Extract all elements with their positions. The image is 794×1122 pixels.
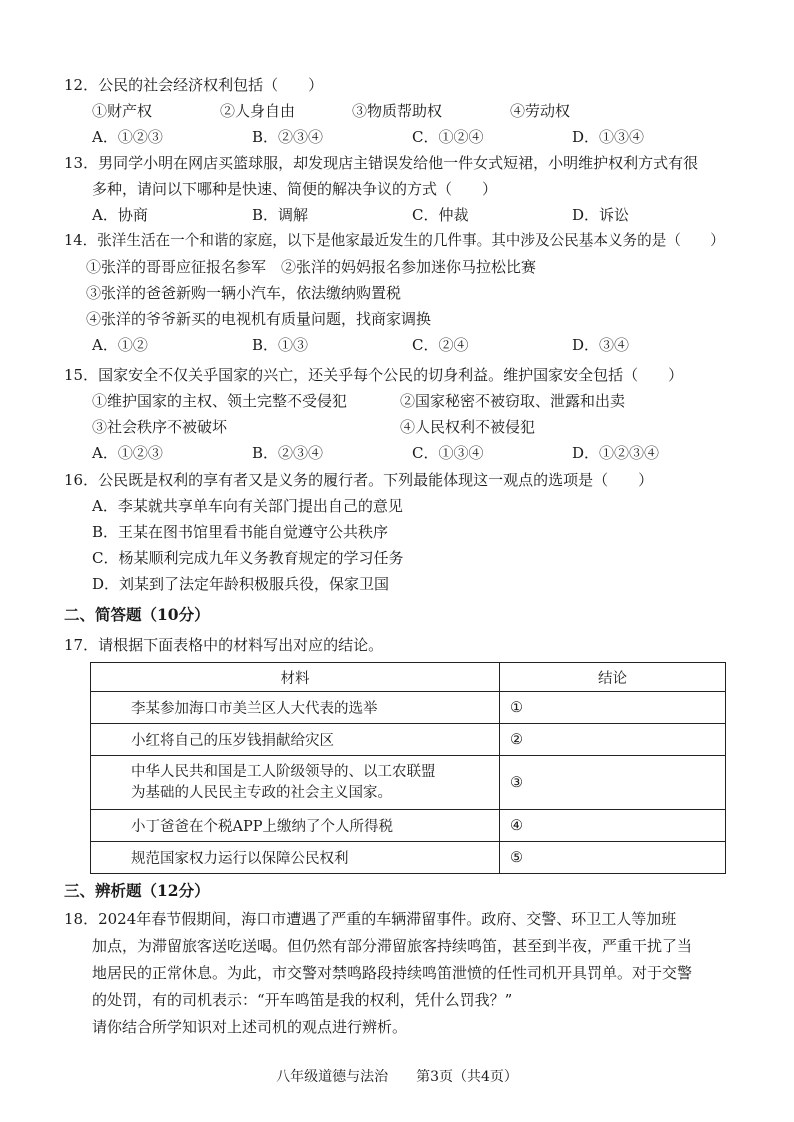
- material-cell: 李某参加海口市美兰区人大代表的选举: [91, 692, 500, 724]
- question-stem: 14．张洋生活在一个和谐的家庭，以下是他家最近发生的几件事。其中涉及公民基本义务的是（ ）: [64, 232, 725, 249]
- item: ②人身自由: [220, 102, 296, 120]
- question-text-line: 请你结合所学知识对上述司机的观点进行辨析。: [92, 1018, 408, 1036]
- conclusion-cell[interactable]: ⑤: [500, 842, 726, 874]
- answer-options: [64, 202, 734, 228]
- question-stem: 15．国家安全不仅关乎国家的兴亡，还关乎每个公民的切身利益。维护国家安全包括（ ）: [64, 366, 684, 384]
- question-stem: 17．请根据下面表格中的材料写出对应的结论。: [64, 636, 384, 654]
- option-d: D．③④: [572, 336, 630, 354]
- conclusion-cell[interactable]: ①: [500, 692, 726, 724]
- question-12: [64, 72, 734, 150]
- question-items-row2: [64, 414, 734, 440]
- item: ①维护国家的主权、领土完整不受侵犯: [92, 392, 348, 410]
- question-text-line: 加点，为滞留旅客送吃送喝。但仍然有部分滞留旅客持续鸣笛，甚至到半夜，严重干扰了当: [92, 937, 693, 955]
- item: ①张洋的哥哥应征报名参军 ②张洋的妈妈报名参加迷你马拉松比赛: [86, 258, 537, 276]
- question-17: [64, 632, 734, 658]
- table-row: [91, 724, 726, 756]
- material-cell: 小红将自己的压岁钱捐献给灾区: [91, 724, 500, 756]
- option-b: B．②③④: [252, 128, 324, 146]
- question-stem: 13．男同学小明在网店买篮球服，却发现店主错误发给他一件女式短裙，小明维护权利方式有很: [64, 154, 699, 172]
- section-title-analysis: 三、辨析题（12分）: [64, 881, 210, 900]
- table-row: [91, 756, 726, 810]
- question-items: [64, 98, 734, 124]
- option-a: A．①②: [92, 336, 148, 354]
- header-material: 材料: [91, 663, 500, 692]
- item: ③社会秩序不被破坏: [92, 418, 228, 436]
- material-cell: 中华人民共和国是工人阶级领导的、以工农联盟为基础的人民民主专政的社会主义国家。: [91, 756, 500, 810]
- question-14: [64, 228, 744, 358]
- option-d: D．①③④: [572, 128, 645, 146]
- question-stem: 12．公民的社会经济权利包括（ ）: [64, 76, 324, 94]
- option-c: C．①③④: [412, 444, 484, 462]
- option-c: C．①②④: [412, 128, 484, 146]
- question-18: [64, 906, 744, 1041]
- question-text-line: 18．2024年春节假期间，海口市遭遇了严重的车辆滞留事件。政府、交警、环卫工人等加班: [64, 910, 677, 928]
- section-title-short-answer: 二、简答题（10分）: [64, 605, 210, 624]
- item: ①财产权: [92, 102, 153, 120]
- option-b: B．②③④: [252, 444, 324, 462]
- option-c: C．②④: [412, 336, 469, 354]
- option-b: B．①③: [252, 336, 309, 354]
- option-c: C．仲裁: [412, 206, 469, 224]
- answer-options: [64, 332, 744, 358]
- header-conclusion: 结论: [500, 663, 726, 692]
- option-a: A．李某就共享单车向有关部门提出自己的意见: [92, 497, 403, 515]
- option-a: A．协商: [92, 206, 148, 224]
- item: ④人民权利不被侵犯: [400, 418, 536, 436]
- table-header-row: [91, 663, 726, 692]
- question-items-row1: [64, 388, 734, 414]
- answer-options: [64, 440, 734, 466]
- materials-table: [90, 662, 726, 874]
- table-row: [91, 692, 726, 724]
- conclusion-cell[interactable]: ③: [500, 756, 726, 810]
- material-cell: 规范国家权力运行以保障公民权利: [91, 842, 500, 874]
- question-text-line: 地居民的正常休息。为此，市交警对禁鸣路段持续鸣笛泄愤的任性司机开具罚单。对于交警: [92, 964, 693, 982]
- question-text-line: 的处罚，有的司机表示：“开车鸣笛是我的权利，凭什么罚我？”: [92, 991, 513, 1009]
- item: ③物质帮助权: [352, 102, 443, 120]
- conclusion-cell[interactable]: ②: [500, 724, 726, 756]
- option-d: D．诉讼: [572, 206, 630, 224]
- question-stem: 16．公民既是权利的享有者又是义务的履行者。下列最能体现这一观点的选项是（ ）: [64, 471, 654, 489]
- option-a: A．①②③: [92, 444, 163, 462]
- option-b: B．调解: [252, 206, 309, 224]
- conclusion-cell[interactable]: ④: [500, 810, 726, 842]
- option-b: B．王某在图书馆里看书能自觉遵守公共秩序: [92, 523, 389, 541]
- option-d: D．刘某到了法定年龄积极服兵役，保家卫国: [92, 575, 390, 593]
- table-row: [91, 842, 726, 874]
- option-d: D．①②③④: [572, 444, 660, 462]
- option-c: C．杨某顺利完成九年义务教育规定的学习任务: [92, 549, 404, 567]
- question-stem-cont: 多种，请问以下哪种是快速、简便的解决争议的方式（ ）: [92, 180, 498, 198]
- item: ④张洋的爷爷新买的电视机有质量问题，找商家调换: [86, 310, 432, 328]
- option-a: A．①②③: [92, 128, 163, 146]
- answer-options: [64, 124, 734, 150]
- question-13: [64, 150, 734, 228]
- table-row: [91, 810, 726, 842]
- item: ④劳动权: [510, 102, 571, 120]
- question-16: [64, 467, 734, 597]
- page-footer: 八年级道德与法治 第3页（共4页）: [276, 1069, 518, 1085]
- item: ②国家秘密不被窃取、泄露和出卖: [400, 392, 626, 410]
- item: ③张洋的爸爸新购一辆小汽车，依法缴纳购置税: [86, 284, 402, 302]
- material-cell: 小丁爸爸在个税APP上缴纳了个人所得税: [91, 810, 500, 842]
- question-15: [64, 362, 734, 466]
